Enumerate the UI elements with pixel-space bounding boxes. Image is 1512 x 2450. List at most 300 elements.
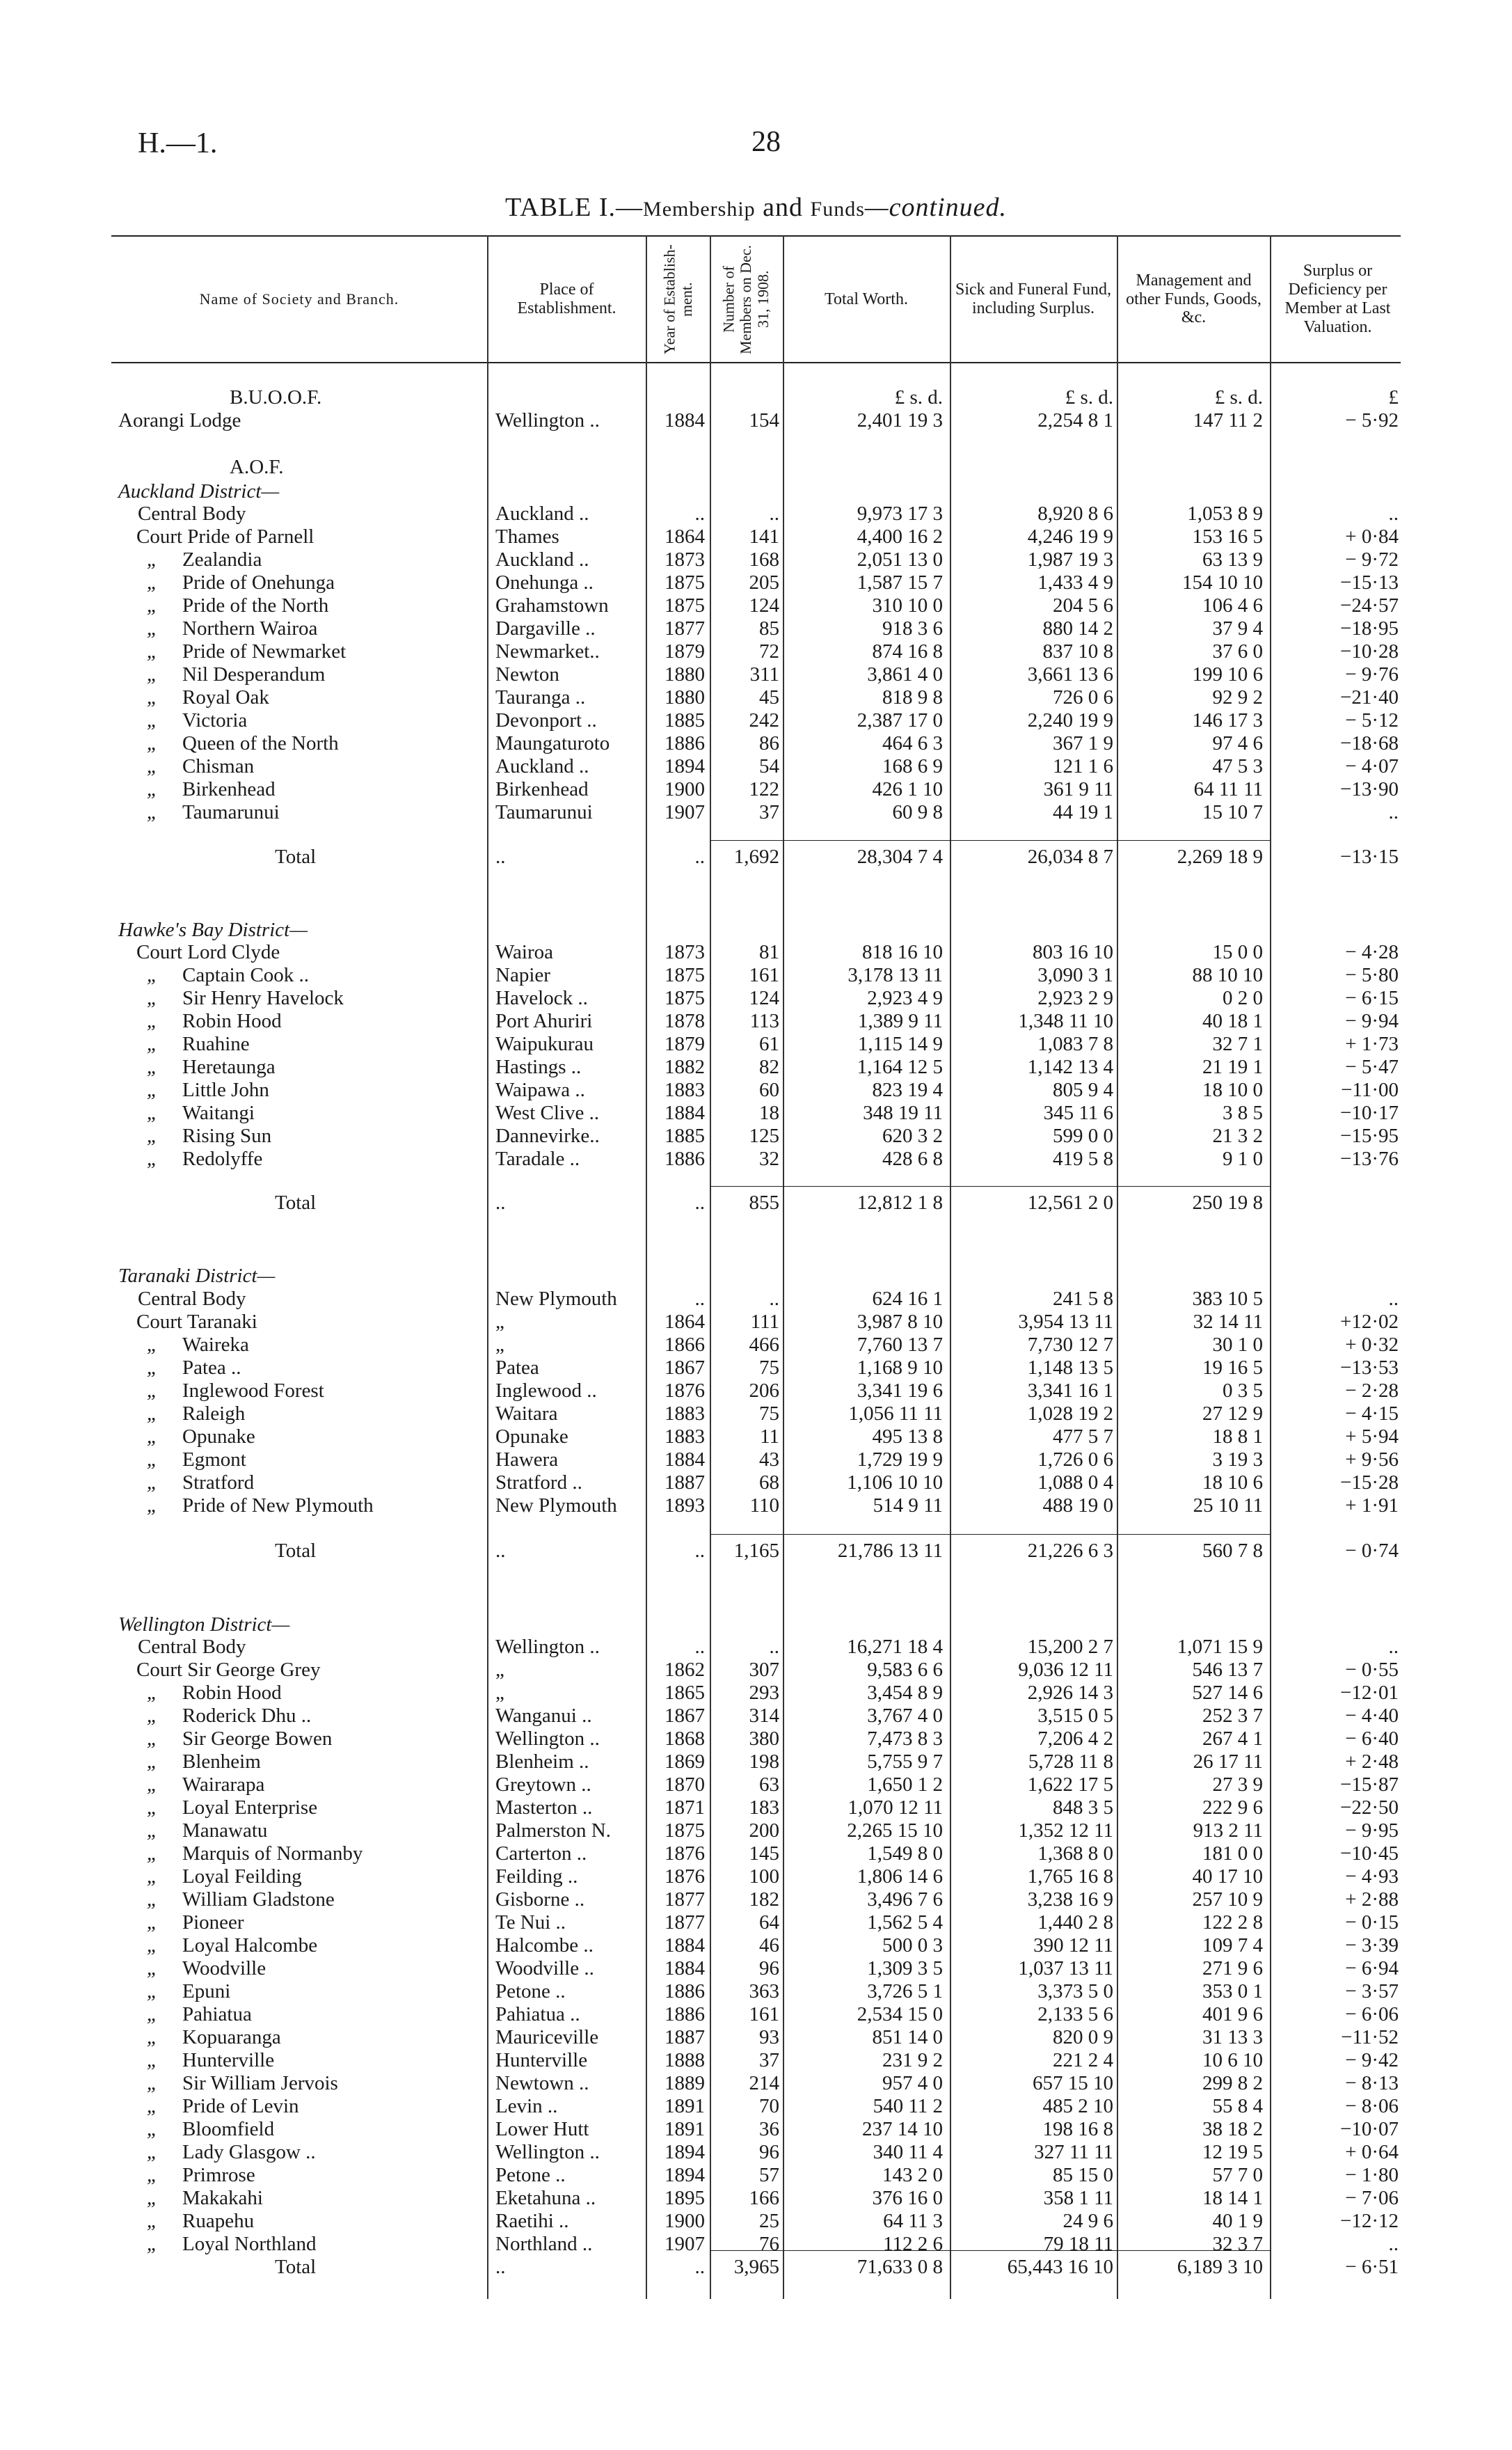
sick-fund: 419 5 8 [1053, 1148, 1113, 1170]
table-row [0, 2026, 1512, 2049]
table-row [0, 1425, 1512, 1448]
total-worth: 112 2 6 [883, 2233, 943, 2255]
surplus: −18·95 [1339, 617, 1399, 640]
ditto-mark: „ [146, 1888, 159, 1911]
ditto-mark: „ [146, 1911, 159, 1934]
members: 311 [749, 663, 779, 686]
sick-fund: 7,206 4 2 [1037, 1728, 1113, 1750]
sick-fund: 1,433 4 9 [1037, 571, 1113, 594]
table-row [0, 1471, 1512, 1494]
branch-name [136, 941, 470, 964]
branch-name [146, 1494, 516, 1517]
ditto-mark: „ [146, 1773, 159, 1796]
year: .. [694, 2256, 705, 2278]
table-row [0, 2141, 1512, 2164]
total-worth: 60 9 8 [892, 801, 943, 823]
column-header-total-worth: Total Worth. [825, 290, 908, 308]
management-fund: 527 14 6 [1192, 1682, 1263, 1704]
year: 1886 [665, 2003, 705, 2025]
ditto-mark: „ [146, 2095, 159, 2117]
place: Feilding .. [495, 1865, 578, 1888]
members: 124 [749, 594, 779, 617]
branch-name [146, 732, 516, 755]
surplus: − 0·74 [1345, 1540, 1399, 1562]
table-row [0, 2118, 1512, 2141]
management-fund: 55 8 4 [1212, 2095, 1263, 2117]
surplus: − 0·15 [1345, 1911, 1399, 1934]
branch-name-text: Woodville [182, 1957, 266, 1979]
management-fund: 0 2 0 [1223, 987, 1263, 1009]
table-row [0, 594, 1512, 617]
ditto-mark: „ [146, 2049, 159, 2071]
ditto-mark: „ [146, 571, 159, 594]
year: 1886 [665, 1980, 705, 2002]
table-row [0, 1705, 1512, 1728]
sick-fund: 12,561 2 0 [1027, 1192, 1113, 1214]
total-row [0, 1192, 1512, 1215]
place: Halcombe .. [495, 1934, 594, 1957]
ditto-mark: „ [146, 1357, 159, 1379]
branch-name-text: William Gladstone [182, 1888, 335, 1911]
total-worth: 7,473 8 3 [867, 1728, 943, 1750]
year: 1867 [665, 1357, 705, 1379]
members: 43 [759, 1448, 779, 1471]
members: 166 [749, 2187, 779, 2209]
management-fund: 10 6 10 [1202, 2049, 1263, 2071]
branch-name [146, 1934, 516, 1957]
management-fund: 1,053 8 9 [1187, 503, 1263, 525]
members: 205 [749, 571, 779, 594]
members: 64 [759, 1911, 779, 1934]
ditto-mark: „ [146, 1056, 159, 1078]
sick-fund: 1,142 13 4 [1027, 1056, 1113, 1078]
table-row [0, 1380, 1512, 1402]
branch-name [138, 503, 472, 525]
total-worth: 2,265 15 10 [847, 1819, 943, 1842]
ditto-mark: „ [146, 2233, 159, 2255]
branch-name-text: Court Lord Clyde [136, 941, 280, 963]
members: 37 [759, 2049, 779, 2071]
branch-name [146, 1888, 516, 1911]
members: 363 [749, 1980, 779, 2002]
table-row [0, 941, 1512, 964]
branch-name [146, 1357, 516, 1380]
management-fund: 222 9 6 [1202, 1796, 1263, 1819]
table-row [0, 1865, 1512, 1888]
table-row [0, 732, 1512, 755]
sick-fund: 1,348 11 10 [1018, 1010, 1113, 1032]
management-fund: 30 1 0 [1212, 1334, 1263, 1356]
management-fund: 3 19 3 [1212, 1448, 1263, 1471]
branch-name-text: Court Sir George Grey [136, 1659, 321, 1681]
table-row [0, 2095, 1512, 2118]
sick-fund: 361 9 11 [1043, 778, 1113, 800]
total-worth: 500 0 3 [882, 1934, 943, 1957]
sick-fund: 198 16 8 [1042, 2118, 1113, 2140]
ditto-mark: „ [146, 1471, 159, 1494]
branch-name [146, 2233, 516, 2256]
management-fund: 88 10 10 [1192, 964, 1263, 986]
surplus: + 1·91 [1345, 1494, 1399, 1517]
surplus: .. [1388, 1288, 1399, 1310]
branch-name [146, 594, 516, 617]
total-worth: 348 19 11 [863, 1102, 943, 1124]
branch-name-text: Total [275, 2256, 317, 2278]
members: 466 [749, 1334, 779, 1356]
management-fund: 15 0 0 [1212, 941, 1263, 963]
management-fund: 147 11 2 [1193, 409, 1263, 432]
management-fund: 3 8 5 [1223, 1102, 1263, 1124]
branch-name-text: Birkenhead [182, 778, 276, 800]
management-fund: 21 19 1 [1202, 1056, 1263, 1078]
management-fund: 546 13 7 [1192, 1659, 1263, 1681]
table-row [0, 1148, 1512, 1171]
year: 1887 [665, 1471, 705, 1494]
table-row [0, 1402, 1512, 1425]
district-heading: Auckland District— [118, 480, 280, 503]
place: Hawera [495, 1448, 559, 1471]
table-row [0, 1448, 1512, 1471]
surplus: −12·12 [1339, 2210, 1399, 2232]
total-worth: 376 16 0 [872, 2187, 943, 2209]
total-worth: 3,454 8 9 [867, 1682, 943, 1704]
total-worth: 464 6 3 [882, 732, 943, 754]
column-header-members: Number of Members on Dec. 31, 1908. [719, 244, 772, 354]
place: Auckland .. [495, 503, 589, 525]
members: 46 [759, 1934, 779, 1957]
year: 1883 [665, 1079, 705, 1101]
sick-fund: 820 0 9 [1053, 2026, 1113, 2048]
year: 1873 [665, 941, 705, 963]
members: 86 [759, 732, 779, 754]
units-sick-fund: £ s. d. [1065, 386, 1113, 409]
management-fund: 383 10 5 [1192, 1288, 1263, 1310]
members: 37 [759, 801, 779, 823]
place: Taumarunui [495, 801, 593, 823]
total-worth: 231 9 2 [882, 2049, 943, 2071]
place: Hastings .. [495, 1056, 582, 1078]
branch-name [146, 1911, 516, 1934]
surplus: − 0·55 [1345, 1659, 1399, 1681]
ditto-mark: „ [146, 1865, 159, 1888]
year: 1870 [665, 1773, 705, 1796]
year: 1879 [665, 640, 705, 663]
place: Dannevirke.. [495, 1125, 600, 1147]
total-worth: 874 16 8 [872, 640, 943, 663]
management-fund: 26 17 11 [1193, 1750, 1263, 1773]
branch-name-text: Northern Wairoa [182, 617, 318, 640]
branch-name [146, 1448, 516, 1471]
management-fund: 267 4 1 [1202, 1728, 1263, 1750]
branch-name [146, 2164, 516, 2187]
table-row [0, 2049, 1512, 2072]
year: 1884 [665, 1934, 705, 1957]
total-worth: 237 14 10 [862, 2118, 943, 2140]
table-row [0, 1980, 1512, 2003]
ditto-mark: „ [146, 1125, 159, 1147]
branch-name [146, 1425, 516, 1448]
sick-fund: 15,200 2 7 [1027, 1636, 1113, 1658]
members: 154 [749, 409, 779, 432]
branch-name-text: Court Pride of Parnell [136, 525, 315, 548]
total-worth: 1,389 9 11 [857, 1010, 943, 1032]
branch-name [146, 1380, 516, 1402]
management-fund: 63 13 9 [1202, 548, 1263, 571]
table-row [0, 755, 1512, 778]
branch-name-text: Chisman [182, 755, 255, 777]
management-fund: 1,071 15 9 [1177, 1636, 1263, 1658]
sick-fund: 2,926 14 3 [1027, 1682, 1113, 1704]
year: 1882 [665, 1056, 705, 1078]
management-fund: 32 7 1 [1212, 1033, 1263, 1055]
year: .. [694, 1192, 705, 1214]
ditto-mark: „ [146, 1796, 159, 1819]
place: Blenheim .. [495, 1750, 589, 1773]
table-row [0, 1033, 1512, 1056]
branch-name [146, 2003, 516, 2026]
surplus: −24·57 [1339, 594, 1399, 617]
members: 11 [760, 1425, 779, 1448]
table-row [0, 964, 1512, 987]
management-fund: 27 12 9 [1202, 1402, 1263, 1425]
management-fund: 31 13 3 [1202, 2026, 1263, 2048]
table-row [0, 1288, 1512, 1311]
branch-name [146, 663, 516, 686]
total-worth: 16,271 18 4 [847, 1636, 943, 1658]
surplus: − 5·12 [1345, 709, 1399, 732]
members: 198 [749, 1750, 779, 1773]
ditto-mark: „ [146, 1980, 159, 2002]
sick-fund: 803 16 10 [1033, 941, 1113, 963]
branch-name-text: Roderick Dhu .. [182, 1705, 312, 1727]
year: 1894 [665, 2141, 705, 2163]
branch-name-text: Makakahi [182, 2187, 263, 2209]
surplus: −11·52 [1341, 2026, 1399, 2048]
table-row [0, 1934, 1512, 1957]
total-worth: 12,812 1 8 [857, 1192, 943, 1214]
sick-fund: 2,254 8 1 [1037, 409, 1113, 432]
ditto-mark: „ [146, 1842, 159, 1865]
sick-fund: 85 15 0 [1053, 2164, 1113, 2186]
branch-name-text: Primrose [182, 2164, 255, 2186]
members: 380 [749, 1728, 779, 1750]
members: 161 [749, 964, 779, 986]
ditto-mark: „ [146, 801, 159, 823]
branch-name-text: Hunterville [182, 2049, 275, 2071]
surplus: − 9·76 [1345, 663, 1399, 686]
surplus: + 1·73 [1345, 1033, 1399, 1055]
total-worth: 21,786 13 11 [837, 1540, 943, 1562]
surplus: − 5·80 [1345, 964, 1399, 986]
year: .. [694, 1540, 705, 1562]
place: Pahiatua .. [495, 2003, 580, 2025]
branch-name [146, 1865, 516, 1888]
branch-name-text: Robin Hood [182, 1682, 282, 1704]
year: 1875 [665, 987, 705, 1009]
management-fund: 25 10 11 [1193, 1494, 1263, 1517]
management-fund: 146 17 3 [1192, 709, 1263, 732]
branch-name-text: Rising Sun [182, 1125, 272, 1147]
year: 1877 [665, 1911, 705, 1934]
table-row [0, 1056, 1512, 1079]
management-fund: 38 18 2 [1202, 2118, 1263, 2140]
sick-fund: 327 11 11 [1034, 2141, 1113, 2163]
surplus: −13·53 [1339, 1357, 1399, 1379]
ditto-mark: „ [146, 1682, 159, 1704]
year: 1877 [665, 617, 705, 640]
members: .. [769, 503, 779, 525]
year: 1887 [665, 2026, 705, 2048]
total-worth: 2,387 17 0 [857, 709, 943, 732]
members: 100 [749, 1865, 779, 1888]
units-management: £ s. d. [1214, 386, 1263, 409]
total-worth: 2,534 15 0 [857, 2003, 943, 2025]
place: Northland .. [495, 2233, 593, 2255]
members: 82 [759, 1056, 779, 1078]
members: 85 [759, 617, 779, 640]
place: Newton [495, 663, 559, 686]
total-worth: 1,650 1 2 [867, 1773, 943, 1796]
table-row [0, 1659, 1512, 1682]
place: New Plymouth [495, 1288, 617, 1310]
ditto-mark: „ [146, 2187, 159, 2209]
sick-fund: 367 1 9 [1053, 732, 1113, 754]
total-worth: 1,106 10 10 [847, 1471, 943, 1494]
branch-name-text: Wairarapa [182, 1773, 265, 1796]
place: Masterton .. [495, 1796, 593, 1819]
branch-name-text: Pride of New Plymouth [182, 1494, 374, 1517]
total-worth: 3,861 4 0 [867, 663, 943, 686]
year: 1867 [665, 1705, 705, 1727]
total-rule [710, 2250, 1270, 2251]
year: 1895 [665, 2187, 705, 2209]
table-row [0, 1311, 1512, 1334]
management-fund: 37 9 4 [1212, 617, 1263, 640]
total-worth: 3,178 13 11 [847, 964, 943, 986]
branch-name-text: Patea .. [182, 1357, 241, 1379]
place: Waitara [495, 1402, 558, 1425]
table-row [0, 1842, 1512, 1865]
year: 1883 [665, 1425, 705, 1448]
members: 161 [749, 2003, 779, 2025]
members: 293 [749, 1682, 779, 1704]
surplus: −10·07 [1339, 2118, 1399, 2140]
column-header-place: Place of Establishment. [517, 280, 616, 317]
members: 314 [749, 1705, 779, 1727]
place: .. [495, 1192, 506, 1214]
branch-name-text: Loyal Northland [182, 2233, 317, 2255]
branch-name [146, 1471, 516, 1494]
document-reference: H.—1. [138, 127, 218, 159]
ditto-mark: „ [146, 1705, 159, 1727]
surplus: − 6·94 [1345, 1957, 1399, 1979]
place: Petone .. [495, 2164, 566, 2186]
branch-name-text: Stratford [182, 1471, 255, 1494]
members: 111 [750, 1311, 779, 1333]
surplus: −15·28 [1339, 1471, 1399, 1494]
total-worth: 1,549 8 0 [867, 1842, 943, 1865]
members: 3,965 [733, 2256, 779, 2278]
place: Wellington .. [495, 1728, 600, 1750]
branch-name [146, 2072, 516, 2095]
members: .. [769, 1636, 779, 1658]
district-heading: Taranaki District— [118, 1265, 276, 1287]
ditto-mark: „ [146, 1010, 159, 1032]
branch-name-text: Raleigh [182, 1402, 246, 1425]
branch-name [146, 2210, 516, 2233]
branch-name [146, 1796, 516, 1819]
ditto-mark: „ [146, 1402, 159, 1425]
total-rule [710, 840, 1270, 841]
members: 70 [759, 2095, 779, 2117]
year: 1891 [665, 2095, 705, 2117]
place: Greytown .. [495, 1773, 591, 1796]
units-total-worth: £ s. d. [894, 386, 943, 409]
table-row [0, 2003, 1512, 2026]
management-fund: 257 10 9 [1192, 1888, 1263, 1911]
year: 1878 [665, 1010, 705, 1032]
branch-name [136, 1659, 470, 1682]
ditto-mark: „ [146, 778, 159, 800]
table-row [0, 1102, 1512, 1125]
surplus: − 3·39 [1345, 1934, 1399, 1957]
table-row [0, 778, 1512, 801]
branch-name [146, 1957, 516, 1980]
total-row [0, 1540, 1512, 1563]
branch-name-text: Pioneer [182, 1911, 244, 1934]
surplus: + 0·32 [1345, 1334, 1399, 1356]
ditto-mark: „ [146, 2026, 159, 2048]
members: 76 [759, 2233, 779, 2255]
management-fund: 40 1 9 [1212, 2210, 1263, 2232]
table-row [0, 1494, 1512, 1517]
sick-fund: 3,373 5 0 [1037, 1980, 1113, 2002]
members: 113 [749, 1010, 779, 1032]
members: 206 [749, 1380, 779, 1402]
ditto-mark: „ [146, 1425, 159, 1448]
place: Wellington .. [495, 2141, 600, 2163]
surplus: −15·87 [1339, 1773, 1399, 1796]
sick-fund: 485 2 10 [1042, 2095, 1113, 2117]
management-fund: 57 7 0 [1212, 2164, 1263, 2186]
total-worth: 818 9 8 [882, 686, 943, 709]
branch-name [136, 525, 470, 548]
year: 1884 [665, 1957, 705, 1979]
sick-fund: 390 12 11 [1033, 1934, 1113, 1957]
branch-name-text: Waireka [182, 1334, 249, 1356]
place: Opunake [495, 1425, 568, 1448]
column-header-sick-funeral: Sick and Funeral Fund, including Surplus. [955, 280, 1111, 317]
branch-name [146, 2049, 516, 2072]
management-fund: 18 10 0 [1202, 1079, 1263, 1101]
ditto-mark: „ [146, 2210, 159, 2232]
sick-fund: 1,987 19 3 [1027, 548, 1113, 571]
branch-name-text: Pride of Onehunga [182, 571, 335, 594]
year: 1886 [665, 1148, 705, 1170]
branch-name-text: Pride of Newmarket [182, 640, 347, 663]
sick-fund: 3,238 16 9 [1027, 1888, 1113, 1911]
table-row [0, 1819, 1512, 1842]
branch-name-text: Court Taranaki [136, 1311, 257, 1333]
sick-fund: 3,090 3 1 [1037, 964, 1113, 986]
ditto-mark: „ [146, 1148, 159, 1170]
branch-name-text: Kopuaranga [182, 2026, 281, 2048]
table-row [0, 1773, 1512, 1796]
branch-name-text: Epuni [182, 1980, 231, 2002]
table-row [0, 2072, 1512, 2095]
total-worth: 624 16 1 [872, 1288, 943, 1310]
sick-fund: 241 5 8 [1053, 1288, 1113, 1310]
